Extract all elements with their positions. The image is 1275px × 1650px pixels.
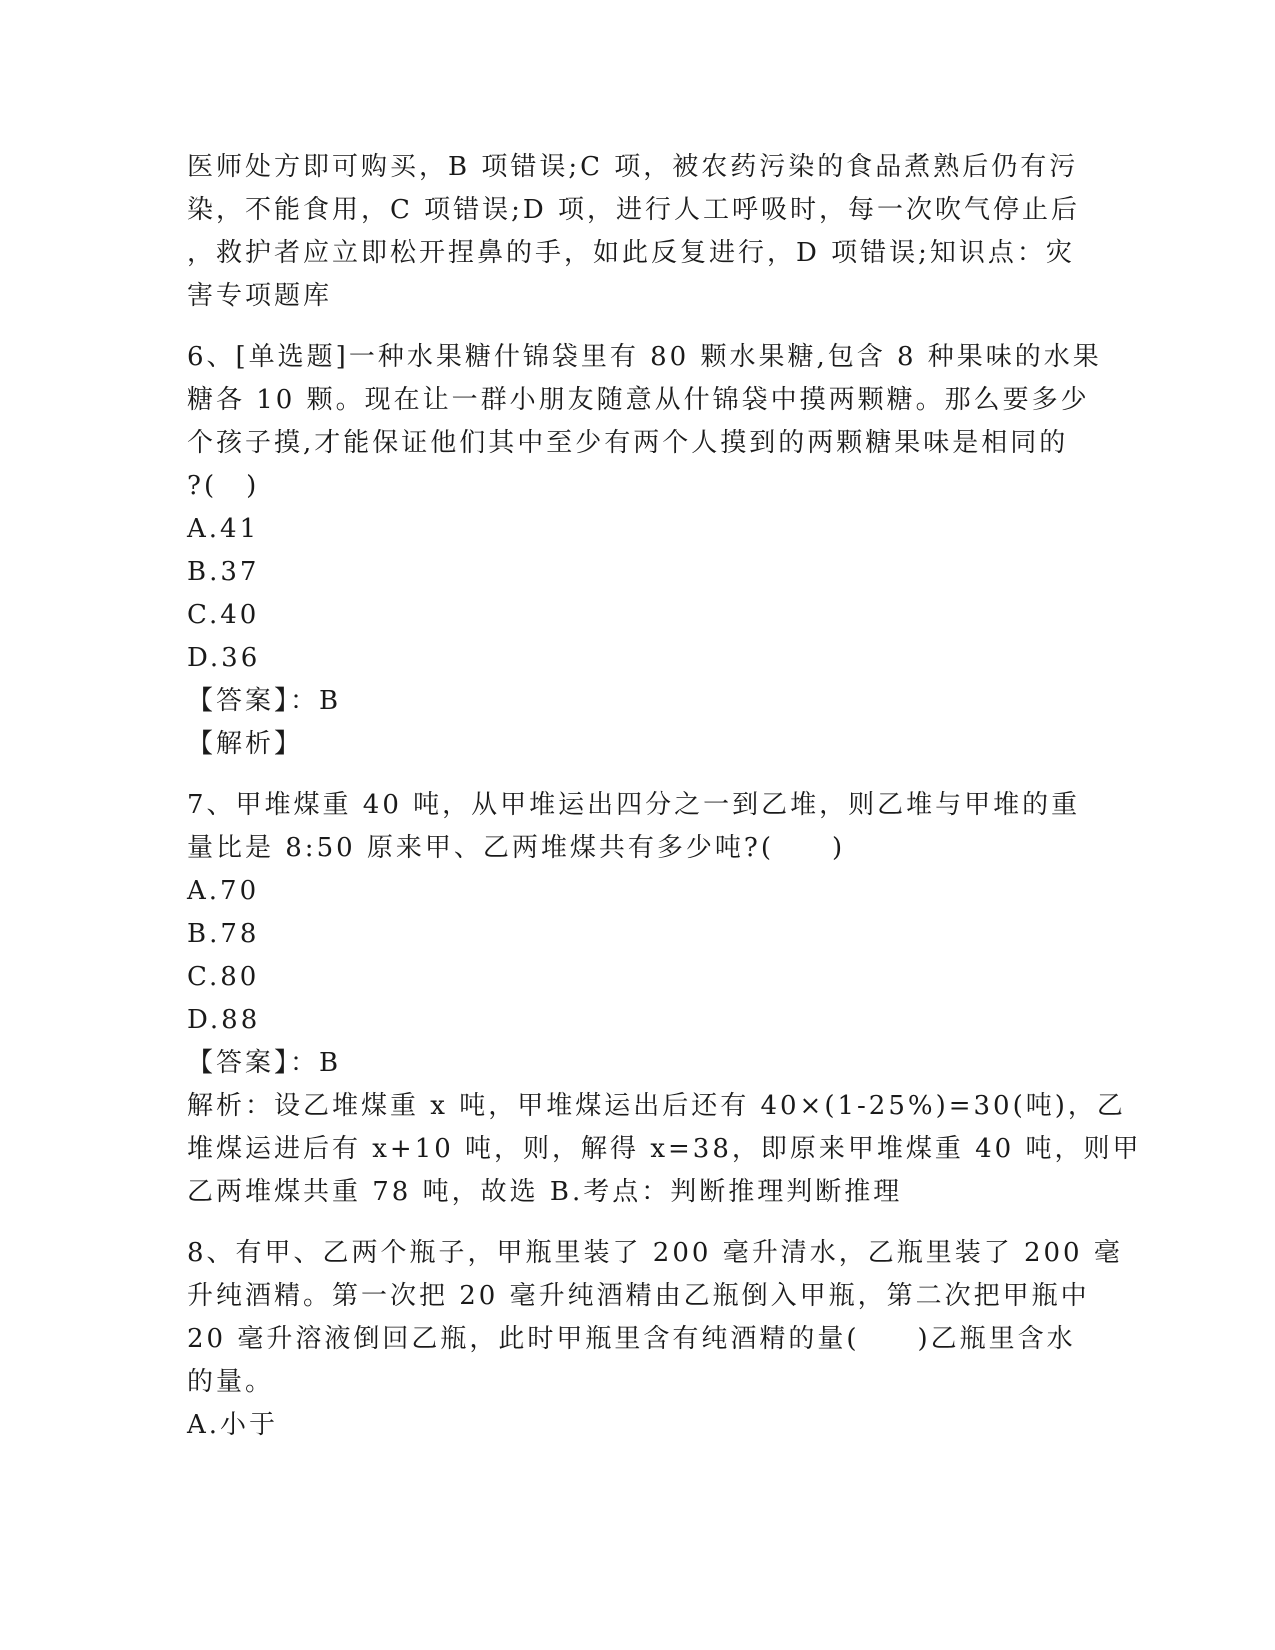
option-a: A.70 bbox=[187, 876, 260, 906]
question-6 bbox=[187, 336, 1102, 766]
text-line: ，救护者应立即松开捏鼻的手，如此反复进行，D 项错误;知识点：灾 bbox=[187, 238, 1075, 268]
question-stem-line: 8、有甲、乙两个瓶子，甲瓶里装了 200 毫升清水，乙瓶里装了 200 毫 bbox=[187, 1238, 1123, 1268]
option-c: C.40 bbox=[187, 600, 260, 630]
option-b: B.78 bbox=[187, 919, 260, 949]
analysis-line: 解析：设乙堆煤重 x 吨，甲堆煤运出后还有 40×(1-25%)=30(吨)，乙 bbox=[187, 1091, 1126, 1121]
question-stem-line: 20 毫升溶液倒回乙瓶，此时甲瓶里含有纯酒精的量( )乙瓶里含水 bbox=[187, 1324, 1076, 1354]
text-line: 染，不能食用，C 项错误;D 项，进行人工呼吸时，每一次吹气停止后 bbox=[187, 195, 1081, 225]
option-d: D.88 bbox=[187, 1005, 261, 1035]
answer-line: 【答案】：B bbox=[187, 1048, 342, 1078]
question-stem-line: 个孩子摸,才能保证他们其中至少有两个人摸到的两颗糖果味是相同的 bbox=[187, 428, 1069, 458]
question-8 bbox=[187, 1232, 1123, 1447]
text-line: 害专项题库 bbox=[187, 281, 333, 311]
question-stem-line: 6、[单选题]一种水果糖什锦袋里有 80 颗水果糖,包含 8 种果味的水果 bbox=[187, 342, 1102, 372]
question-stem-line: ?( ) bbox=[187, 471, 260, 501]
document-page bbox=[187, 146, 1142, 1447]
text-line: 医师处方即可购买，B 项错误;C 项，被农药污染的食品煮熟后仍有污 bbox=[187, 152, 1079, 182]
question-stem-line: 升纯酒精。第一次把 20 毫升纯酒精由乙瓶倒入甲瓶，第二次把甲瓶中 bbox=[187, 1281, 1090, 1311]
option-a: A.小于 bbox=[187, 1410, 279, 1440]
question-7 bbox=[187, 784, 1142, 1214]
answer-line: 【答案】：B bbox=[187, 686, 342, 716]
previous-explanation bbox=[187, 146, 1087, 318]
analysis-heading: 【解析】 bbox=[187, 729, 304, 759]
option-c: C.80 bbox=[187, 962, 260, 992]
analysis-line: 堆煤运进后有 x+10 吨，则，解得 x=38，即原来甲堆煤重 40 吨，则甲 bbox=[187, 1134, 1142, 1164]
option-b: B.37 bbox=[187, 557, 260, 587]
option-d: D.36 bbox=[187, 643, 261, 673]
question-stem-line: 糖各 10 颗。现在让一群小朋友随意从什锦袋中摸两颗糖。那么要多少 bbox=[187, 385, 1090, 415]
analysis-line: 乙两堆煤共重 78 吨，故选 B.考点：判断推理判断推理 bbox=[187, 1177, 903, 1207]
question-stem-line: 量比是 8:50 原来甲、乙两堆煤共有多少吨?( ) bbox=[187, 833, 846, 863]
question-stem-line: 的量。 bbox=[187, 1367, 275, 1397]
option-a: A.41 bbox=[187, 514, 260, 544]
question-stem-line: 7、甲堆煤重 40 吨，从甲堆运出四分之一到乙堆，则乙堆与甲堆的重 bbox=[187, 790, 1081, 820]
